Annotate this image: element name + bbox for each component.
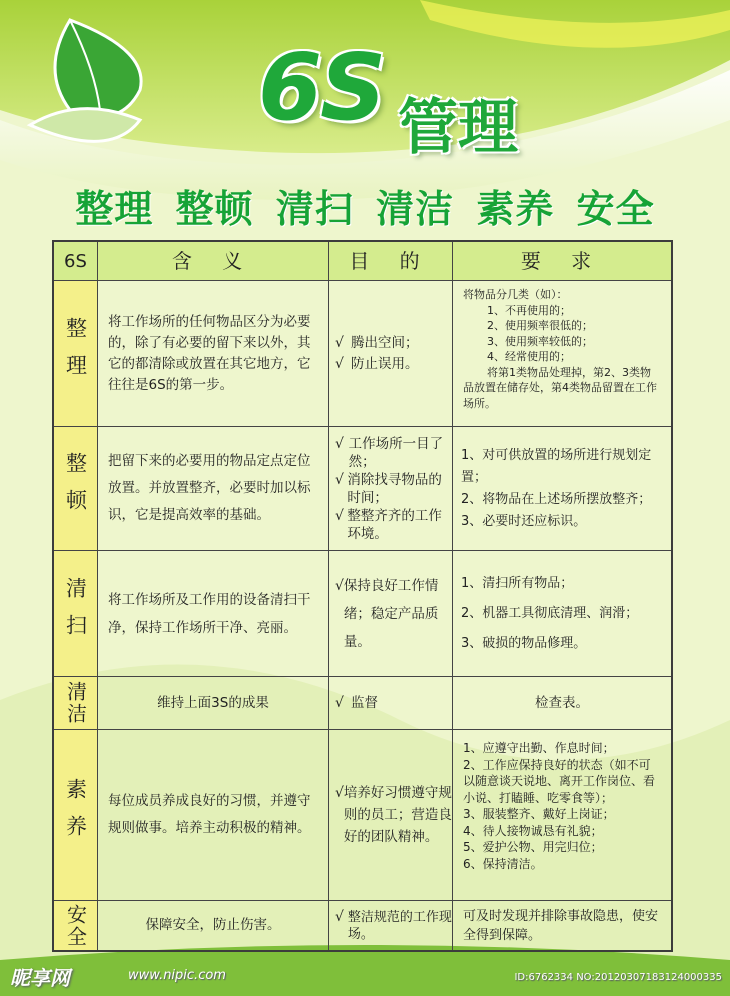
table-row-safety	[54, 901, 671, 950]
check-icon: √	[335, 334, 344, 351]
row-meaning: 将工作场所及工作用的设备清扫干净，保持工作场所干净、亮丽。	[108, 591, 311, 636]
requirement-line: 2、机器工具彻底清理、润滑；	[461, 605, 639, 621]
requirement-line: 3、破损的物品修理。	[461, 635, 587, 651]
purpose-item: 监督	[351, 694, 378, 711]
requirement-line: 可及时发现并排除事故隐患，使安全得到保障。	[463, 908, 659, 943]
check-icon: √	[335, 507, 344, 524]
requirement-line: 3、必要时还应标识。	[461, 513, 587, 529]
header-meaning: 含 义	[98, 242, 329, 280]
requirement-line: 2、工作应保持良好的状态（如不可以随意谈天说地、离开工作岗位、看小说、打瞌睡、吃零食等）；	[463, 757, 656, 805]
row-label: 安全	[54, 901, 98, 950]
requirement-line: 2、使用频率很低的；	[487, 319, 593, 332]
check-icon: √	[335, 908, 344, 925]
header-6s: 6S	[54, 242, 98, 280]
title-6s: 6S	[258, 34, 385, 141]
watermark-url: www.nipic.com	[128, 968, 226, 983]
row-meaning: 每位成员养成良好的习惯，并遵守规则做事。培养主动积极的精神。	[108, 793, 311, 836]
6s-table	[52, 240, 673, 952]
watermark-id: ID:6762334 NO:20120307183124000335	[514, 972, 722, 983]
purpose-item: 工作场所一目了然；	[348, 435, 444, 470]
check-icon: √	[335, 355, 344, 372]
table-row-seiton	[54, 427, 671, 551]
purpose-item: 整洁规范的工作现场。	[347, 909, 452, 942]
table-row-shitsuke	[54, 730, 671, 901]
row-meaning: 保障安全，防止伤害。	[145, 917, 281, 933]
header-purpose: 目 的	[329, 242, 453, 280]
purpose-item: 消除找寻物品的时间；	[347, 471, 442, 506]
table-row-seiri	[54, 281, 671, 427]
row-meaning: 将工作场所的任何物品区分为必要的，除了有必要的留下来以外，其它的都清除或放置在其它地方，它往往是6S的第一步。	[108, 313, 311, 393]
requirement-line: 1、对可供放置的场所进行规划定置；	[461, 447, 652, 485]
purpose-item: 腾出空间；	[351, 334, 419, 351]
subtitle: 整理 整顿 清扫 清洁 素养 安全	[75, 187, 655, 231]
requirement-line: 1、应遵守出勤、作息时间；	[463, 741, 615, 755]
row-label: 整顿	[54, 427, 98, 550]
check-icon: √	[335, 435, 344, 452]
title-management: 管理	[398, 93, 518, 163]
row-meaning: 维持上面3S的成果	[157, 694, 269, 711]
watermark-logo: 昵享网	[10, 966, 70, 990]
requirement-line: 3、使用频率较低的；	[487, 334, 593, 348]
purpose-item: 整整齐齐的工作环境。	[347, 507, 442, 542]
requirement-line: 2、将物品在上述场所摆放整齐；	[461, 491, 652, 507]
requirement-line: 5、爱护公物、用完归位；	[463, 840, 603, 854]
purpose-item: 保持良好工作情绪；稳定产品质量。	[343, 577, 439, 650]
requirement-line: 1、清扫所有物品；	[461, 575, 574, 591]
row-label: 整理	[54, 281, 98, 426]
row-label: 素养	[54, 730, 98, 900]
check-icon: √	[335, 577, 344, 594]
purpose-item: 防止误用。	[351, 355, 419, 372]
requirement-line: 3、服装整齐、戴好上岗证；	[463, 807, 615, 821]
check-icon: √	[335, 694, 344, 711]
table-row-seiso	[54, 551, 671, 677]
requirement-line: 1、不再使用的；	[487, 303, 571, 317]
purpose-item: 培养好习惯遵守规则的员工；营造良好的团队精神。	[343, 785, 452, 845]
row-meaning: 把留下来的必要用的物品定点定位放置。并放置整齐，必要时加以标识，它是提高效率的基础。	[108, 453, 311, 523]
requirement-line: 4、经常使用的；	[487, 350, 571, 363]
page-title	[258, 28, 578, 163]
requirement-line: 6、保持清洁。	[463, 856, 543, 871]
header-requirement: 要 求	[520, 248, 604, 273]
requirement-line: 检查表。	[535, 694, 589, 711]
requirement-line: 将物品分几类（如）：	[463, 288, 568, 301]
table-row-seiketsu	[54, 677, 671, 730]
row-label: 清洁	[54, 677, 98, 729]
row-label: 清扫	[54, 551, 98, 676]
table-header-row	[54, 242, 671, 281]
check-icon: √	[335, 785, 344, 801]
requirement-line: 将第1类物品处理掉，第2、3类物品放置在储存处，第4类物品留置在工作场所。	[463, 365, 657, 410]
requirement-line: 4、待人接物诚恳有礼貌；	[463, 823, 603, 838]
check-icon: √	[335, 471, 344, 488]
